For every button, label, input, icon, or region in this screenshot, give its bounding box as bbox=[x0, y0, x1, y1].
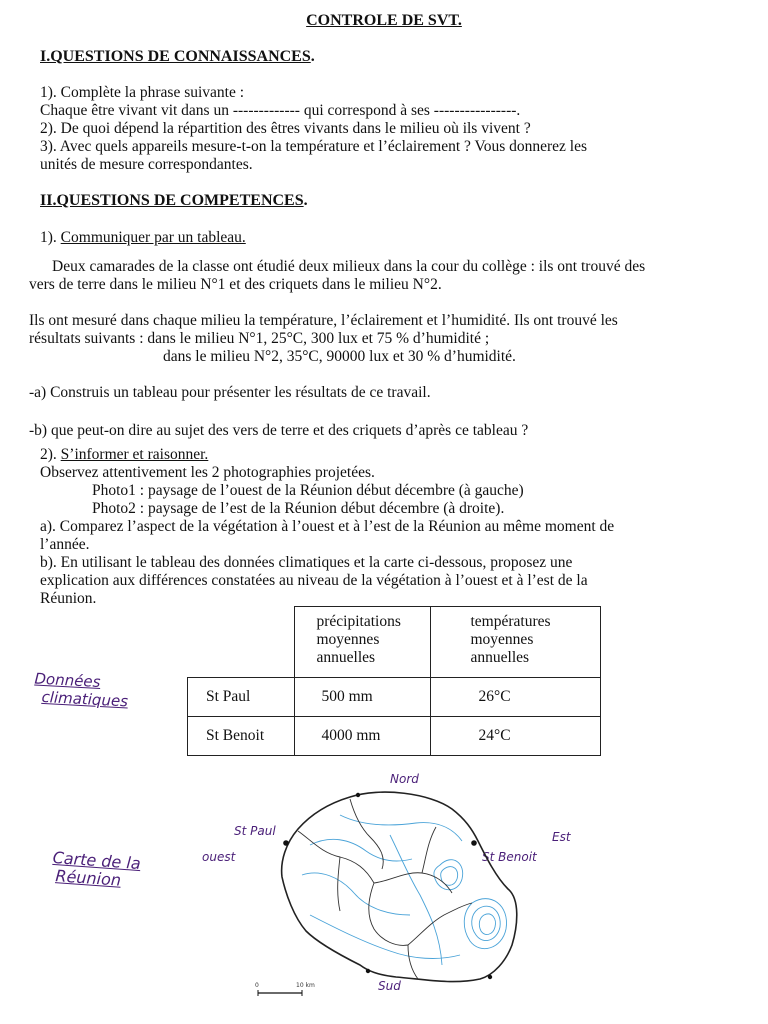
ouest-label: ouest bbox=[202, 850, 236, 864]
st-paul-label: St Paul bbox=[234, 824, 276, 838]
sud-label: Sud bbox=[378, 979, 401, 993]
section1-heading: I.QUESTIONS DE CONNAISSANCES. bbox=[40, 48, 315, 65]
scale-zero: 0 bbox=[255, 982, 259, 989]
southeast-dot bbox=[488, 975, 492, 979]
part1-heading: 1). Communiquer par un tableau. bbox=[40, 229, 246, 246]
precip-cell: 500 mm bbox=[294, 678, 430, 717]
para2-line2: résultats suivants : dans le milieu N°1, 25°C, 300 lux et 75 % d’humidité ; bbox=[29, 330, 490, 347]
question-2b-line1: b). En utilisant le tableau des données climatiques et la carte ci-dessous, proposez une bbox=[40, 554, 573, 571]
part2-heading: 2). S’informer et raisonner. bbox=[40, 446, 209, 463]
climate-table bbox=[187, 606, 601, 756]
question-a: -a) Construis un tableau pour présenter les résultats de ce travail. bbox=[29, 384, 431, 401]
south-dot bbox=[366, 969, 370, 973]
header-precipitations: précipitations moyennes annuelles bbox=[294, 607, 430, 678]
island-outline bbox=[282, 792, 517, 981]
photo1-text: Photo1 : paysage de l’ouest de la Réunion début décembre (à gauche) bbox=[92, 482, 524, 499]
handwritten-donnees-label: Données climatiques bbox=[34, 669, 129, 711]
temp-cell: 26°C bbox=[430, 678, 600, 717]
st-paul-dot bbox=[283, 840, 289, 846]
nord-label: Nord bbox=[390, 772, 419, 786]
map-rivers bbox=[298, 799, 472, 979]
para2-line1: Ils ont mesuré dans chaque milieu la température, l’éclairement et l’humidité. Ils ont trouvé les bbox=[29, 312, 618, 329]
question-2a-line1: a). Comparez l’aspect de la végétation à l’ouest et à l’est de la Réunion au même moment de bbox=[40, 518, 615, 535]
question-b: -b) que peut-on dire au sujet des vers de terre et des criquets d’après ce tableau ? bbox=[29, 422, 529, 439]
q1-intro: 1). Complète la phrase suivante : bbox=[40, 84, 245, 101]
temp-cell: 24°C bbox=[430, 717, 600, 756]
st-benoit-label: St Benoit bbox=[482, 850, 537, 864]
para1-line2: vers de terre dans le milieu N°1 et des criquets dans le milieu N°2. bbox=[29, 276, 442, 293]
header-temperatures: températures moyennes annuelles bbox=[430, 607, 600, 678]
q3-line2: unités de mesure correspondantes. bbox=[40, 156, 253, 173]
observe-text: Observez attentivement les 2 photographies projetées. bbox=[40, 464, 375, 481]
q2-text: 2). De quoi dépend la répartition des êtres vivants dans le milieu où ils vivent ? bbox=[40, 120, 531, 137]
table-row bbox=[188, 678, 601, 717]
station-cell: St Paul bbox=[188, 678, 295, 717]
reunion-map bbox=[190, 765, 610, 1010]
question-2b-line2: explication aux différences constatées au niveau de la végétation à l’ouest et à l’est de la bbox=[40, 572, 588, 589]
table-corner-cell bbox=[188, 607, 295, 678]
north-dot bbox=[356, 793, 360, 797]
scale-bar bbox=[255, 982, 315, 996]
scale-ten: 10 km bbox=[296, 982, 315, 989]
q1-sentence: Chaque être vivant vit dans un ------------- qui correspond à ses ----------------. bbox=[40, 102, 521, 119]
st-benoit-dot bbox=[471, 840, 477, 846]
para1-line1: Deux camarades de la classe ont étudié deux milieux dans la cour du collège : ils ont trouvé des bbox=[52, 258, 646, 275]
question-2a-line2: l’année. bbox=[40, 536, 90, 553]
q3-line1: 3). Avec quels appareils mesure-t-on la température et l’éclairement ? Vous donnerez les bbox=[40, 138, 588, 155]
precip-cell: 4000 mm bbox=[294, 717, 430, 756]
table-header-row bbox=[188, 607, 601, 678]
page-title: CONTROLE DE SVT. bbox=[306, 12, 462, 29]
station-cell: St Benoit bbox=[188, 717, 295, 756]
photo2-text: Photo2 : paysage de l’est de la Réunion début décembre (à droite). bbox=[92, 500, 505, 517]
map-handwriting bbox=[202, 772, 572, 993]
table-row bbox=[188, 717, 601, 756]
question-2b-line3: Réunion. bbox=[40, 590, 97, 607]
para2-line3: dans le milieu N°2, 35°C, 90000 lux et 30 % d’humidité. bbox=[163, 348, 516, 365]
est-label: Est bbox=[552, 830, 571, 844]
handwritten-carte-label: Carte de la Réunion bbox=[52, 847, 142, 890]
section2-heading: II.QUESTIONS DE COMPETENCES. bbox=[40, 192, 308, 209]
